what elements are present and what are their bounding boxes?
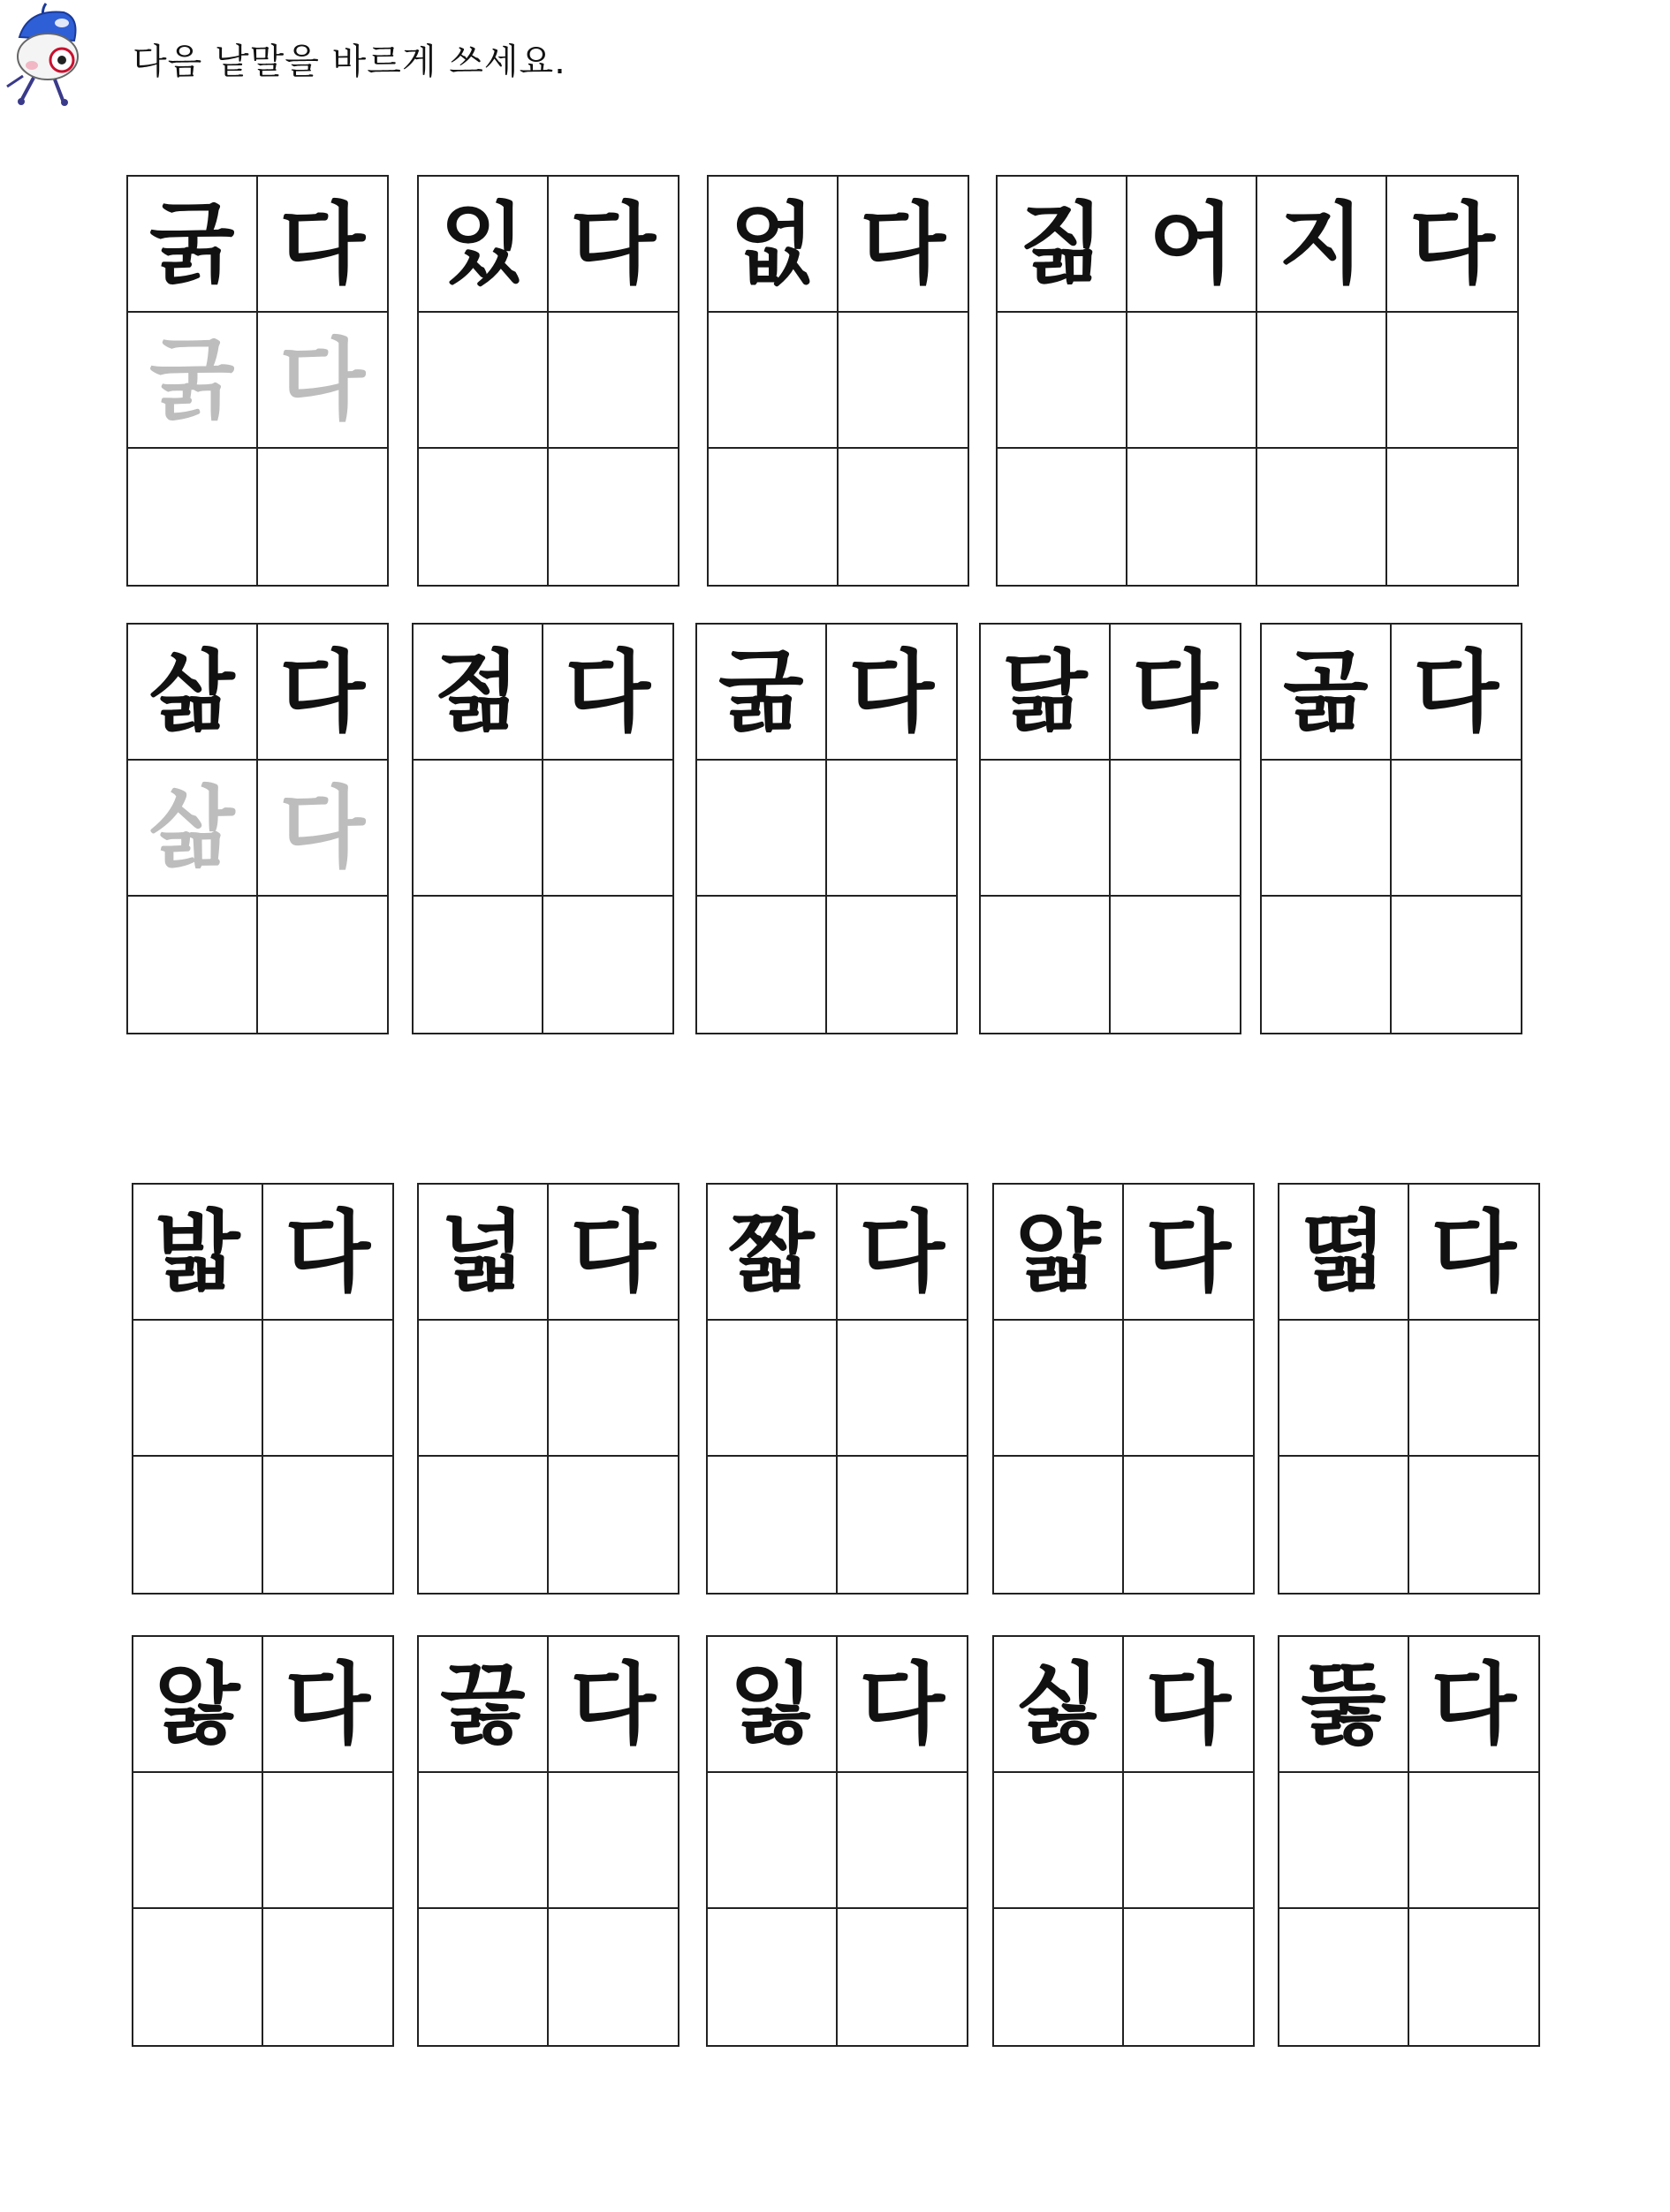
writing-cell[interactable]: [1279, 1321, 1409, 1457]
writing-cell[interactable]: [543, 761, 673, 897]
word-practice-grid: [126, 175, 389, 587]
model-character-cell: 젊: [414, 625, 543, 761]
writing-cell[interactable]: [709, 449, 839, 585]
model-character-cell: 다: [1124, 1637, 1254, 1773]
writing-cell[interactable]: [419, 313, 549, 449]
writing-cell[interactable]: [994, 1773, 1124, 1909]
word-practice-grid: [132, 1183, 394, 1595]
model-character-cell: 있: [419, 177, 549, 313]
writing-cell[interactable]: [128, 449, 258, 585]
model-character-cell: 앓: [133, 1637, 263, 1773]
model-character-cell: 다: [258, 625, 388, 761]
model-character-cell: 짧: [708, 1185, 838, 1321]
model-character-cell: 닮: [981, 625, 1111, 761]
instruction-text: 다음 낱말을 바르게 쓰세요.: [133, 42, 566, 82]
writing-cell[interactable]: [838, 1773, 968, 1909]
writing-cell[interactable]: [549, 1321, 679, 1457]
word-practice-grid: [417, 175, 679, 587]
model-character-cell: 다: [1124, 1185, 1254, 1321]
writing-cell[interactable]: [1257, 313, 1387, 449]
writing-cell[interactable]: [708, 1457, 838, 1593]
writing-cell[interactable]: [419, 1773, 549, 1909]
writing-cell[interactable]: [549, 1457, 679, 1593]
writing-cell[interactable]: [708, 1773, 838, 1909]
writing-cell[interactable]: [414, 761, 543, 897]
writing-cell[interactable]: [709, 313, 839, 449]
writing-cell[interactable]: [1409, 1321, 1539, 1457]
writing-cell[interactable]: [133, 1321, 263, 1457]
word-practice-grid: [1278, 1635, 1540, 2047]
writing-cell[interactable]: [419, 1909, 549, 2045]
writing-cell[interactable]: [708, 1321, 838, 1457]
model-character-cell: 밟: [133, 1185, 263, 1321]
writing-cell[interactable]: [133, 1909, 263, 2045]
writing-cell[interactable]: [258, 449, 388, 585]
writing-cell[interactable]: [419, 1457, 549, 1593]
writing-cell[interactable]: [981, 897, 1111, 1033]
writing-cell[interactable]: [1392, 761, 1522, 897]
writing-cell[interactable]: [133, 1773, 263, 1909]
writing-cell[interactable]: [549, 313, 679, 449]
writing-cell[interactable]: [1279, 1773, 1409, 1909]
word-practice-grid: [706, 1635, 968, 2047]
writing-cell[interactable]: [1124, 1321, 1254, 1457]
word-practice-grid: [695, 623, 958, 1034]
writing-cell[interactable]: [998, 449, 1127, 585]
writing-cell[interactable]: [1124, 1457, 1254, 1593]
word-practice-grid: [706, 1183, 968, 1595]
word-practice-grid: [417, 1183, 679, 1595]
word-practice-grid: [126, 623, 389, 1034]
model-character-cell: 지: [1257, 177, 1387, 313]
model-character-cell: 다: [263, 1637, 393, 1773]
writing-cell[interactable]: [1262, 897, 1392, 1033]
model-character-cell: 뚫: [1279, 1637, 1409, 1773]
model-character-cell: 다: [838, 1185, 968, 1321]
writing-cell[interactable]: [994, 1457, 1124, 1593]
model-character-cell: 어: [1127, 177, 1257, 313]
model-character-cell: 떫: [1279, 1185, 1409, 1321]
model-character-cell: 없: [709, 177, 839, 313]
model-character-cell: 삶: [128, 625, 258, 761]
model-character-cell: 다: [1387, 177, 1517, 313]
model-character-cell: 다: [839, 177, 968, 313]
trace-character-cell[interactable]: 다: [258, 313, 388, 449]
writing-cell[interactable]: [697, 897, 827, 1033]
writing-cell[interactable]: [549, 449, 679, 585]
writing-cell[interactable]: [263, 1773, 393, 1909]
word-practice-grid: [707, 175, 969, 587]
model-character-cell: 다: [838, 1637, 968, 1773]
writing-cell[interactable]: [839, 313, 968, 449]
writing-cell[interactable]: [419, 1321, 549, 1457]
writing-cell[interactable]: [697, 761, 827, 897]
writing-cell[interactable]: [994, 1909, 1124, 2045]
writing-cell[interactable]: [994, 1321, 1124, 1457]
model-character-cell: 짊: [998, 177, 1127, 313]
writing-cell[interactable]: [1262, 761, 1392, 897]
word-practice-grid: [1260, 623, 1522, 1034]
trace-character-cell[interactable]: 삶: [128, 761, 258, 897]
writing-cell[interactable]: [1124, 1909, 1254, 2045]
writing-cell[interactable]: [1387, 313, 1517, 449]
model-character-cell: 다: [549, 1637, 679, 1773]
writing-cell[interactable]: [1127, 313, 1257, 449]
writing-cell[interactable]: [1127, 449, 1257, 585]
writing-cell[interactable]: [1279, 1909, 1409, 2045]
model-character-cell: 잃: [708, 1637, 838, 1773]
model-character-cell: 다: [543, 625, 673, 761]
writing-cell[interactable]: [419, 449, 549, 585]
writing-cell[interactable]: [1392, 897, 1522, 1033]
trace-character-cell[interactable]: 굵: [128, 313, 258, 449]
word-practice-grid: [992, 1635, 1255, 2047]
model-character-cell: 다: [549, 1185, 679, 1321]
writing-cell[interactable]: [981, 761, 1111, 897]
model-character-cell: 싫: [994, 1637, 1124, 1773]
writing-cell[interactable]: [543, 897, 673, 1033]
writing-cell[interactable]: [549, 1909, 679, 2045]
writing-cell[interactable]: [128, 897, 258, 1033]
writing-cell[interactable]: [263, 1457, 393, 1593]
writing-cell[interactable]: [838, 1321, 968, 1457]
writing-cell[interactable]: [827, 761, 957, 897]
model-character-cell: 굶: [697, 625, 827, 761]
writing-cell[interactable]: [838, 1909, 968, 2045]
model-character-cell: 다: [1409, 1185, 1539, 1321]
word-practice-grid: [412, 623, 674, 1034]
model-character-cell: 굵: [128, 177, 258, 313]
word-practice-grid: [417, 1635, 679, 2047]
writing-cell[interactable]: [263, 1321, 393, 1457]
model-character-cell: 다: [1392, 625, 1522, 761]
writing-cell[interactable]: [258, 897, 388, 1033]
writing-cell[interactable]: [1257, 449, 1387, 585]
word-practice-grid: [979, 623, 1241, 1034]
writing-cell[interactable]: [414, 897, 543, 1033]
model-character-cell: 다: [549, 177, 679, 313]
writing-cell[interactable]: [839, 449, 968, 585]
model-character-cell: 끓: [419, 1637, 549, 1773]
writing-cell[interactable]: [1409, 1773, 1539, 1909]
model-character-cell: 넓: [419, 1185, 549, 1321]
writing-cell[interactable]: [1124, 1773, 1254, 1909]
model-character-cell: 얇: [994, 1185, 1124, 1321]
writing-cell[interactable]: [133, 1457, 263, 1593]
model-character-cell: 다: [827, 625, 957, 761]
model-character-cell: 다: [1409, 1637, 1539, 1773]
model-character-cell: 다: [258, 177, 388, 313]
writing-cell[interactable]: [998, 313, 1127, 449]
word-practice-grid: [1278, 1183, 1540, 1595]
writing-cell[interactable]: [838, 1457, 968, 1593]
writing-cell[interactable]: [1279, 1457, 1409, 1593]
writing-cell[interactable]: [1409, 1909, 1539, 2045]
word-practice-grid: [992, 1183, 1255, 1595]
model-character-cell: 다: [263, 1185, 393, 1321]
word-practice-grid: [996, 175, 1519, 587]
writing-cell[interactable]: [1111, 897, 1241, 1033]
writing-cell[interactable]: [827, 897, 957, 1033]
cartoon-mascot-icon: [2, 2, 90, 106]
writing-cell[interactable]: [1387, 449, 1517, 585]
word-practice-grid: [132, 1635, 394, 2047]
writing-cell[interactable]: [708, 1909, 838, 2045]
writing-cell[interactable]: [1111, 761, 1241, 897]
trace-character-cell[interactable]: 다: [258, 761, 388, 897]
writing-cell[interactable]: [1409, 1457, 1539, 1593]
writing-cell[interactable]: [263, 1909, 393, 2045]
model-character-cell: 곪: [1262, 625, 1392, 761]
writing-cell[interactable]: [549, 1773, 679, 1909]
model-character-cell: 다: [1111, 625, 1241, 761]
